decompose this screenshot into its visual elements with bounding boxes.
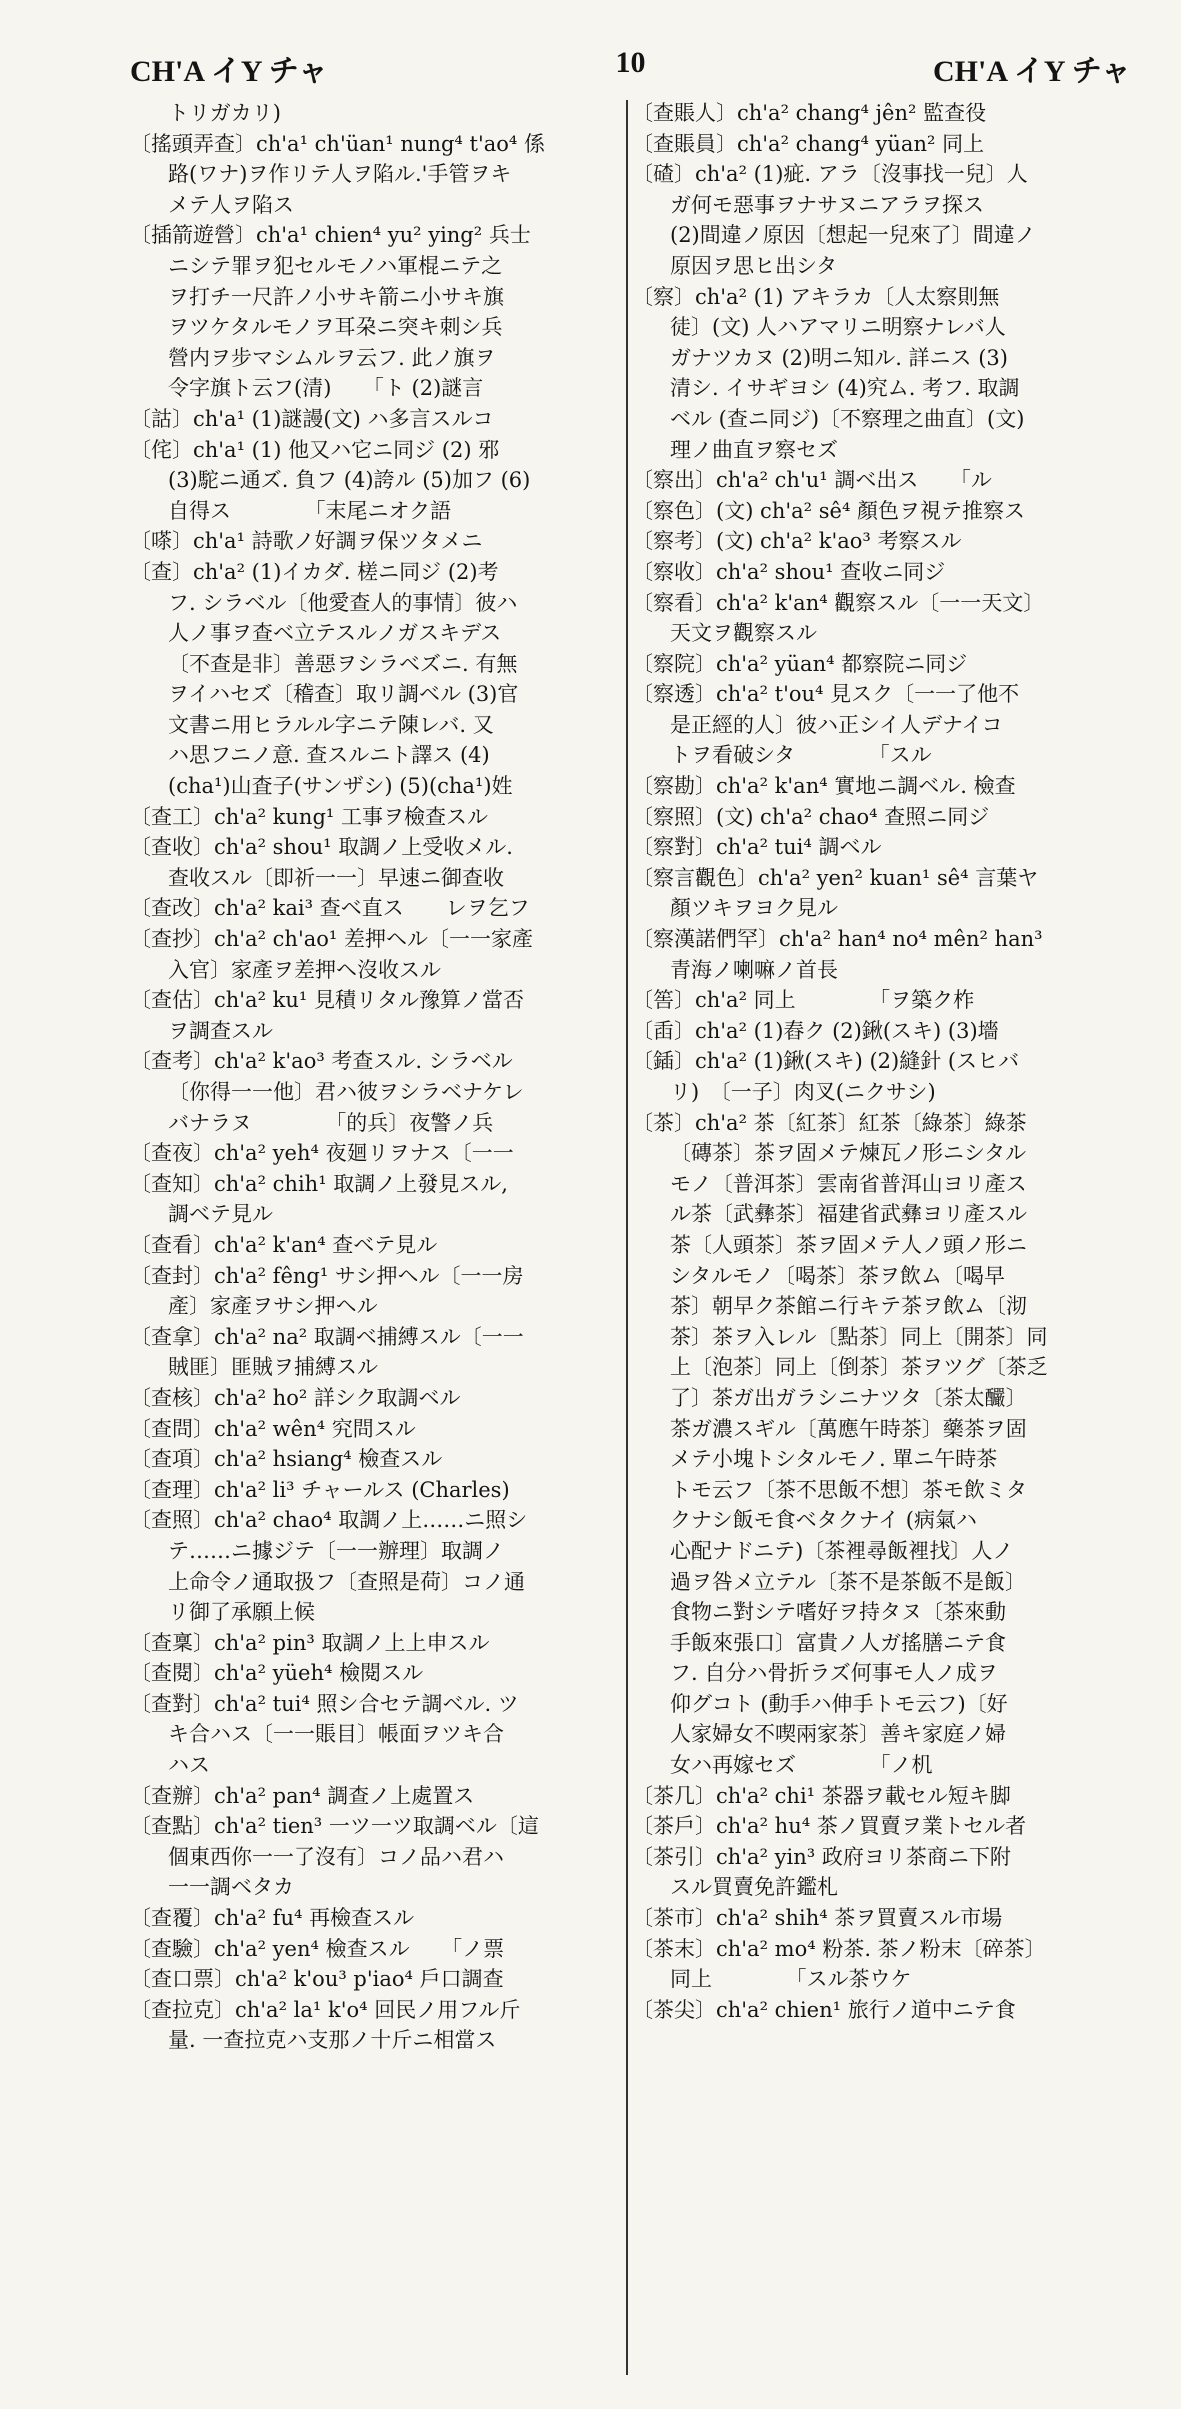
entry-headword-line: 〔察看〕ch'a² k'an⁴ 觀察スル〔一一天文〕 — [632, 590, 1045, 615]
entry-continuation-line: 手飯來張口〕富貴ノ人ガ搖膳ニテ食 — [670, 1630, 1006, 1655]
entry-continuation-line: 過ヲ咎メ立テル〔茶不是茶飯不是飯〕 — [670, 1569, 1026, 1594]
entry-continuation-line: シタルモノ〔喝茶〕茶ヲ飲ム〔喝早 — [670, 1263, 1005, 1288]
entry-continuation-line: 青海ノ喇嘛ノ首長 — [670, 957, 838, 982]
entry-headword-line: 〔茶引〕ch'a² yin³ 政府ヨリ茶商ニ下附 — [632, 1844, 1011, 1869]
entry-continuation-line: 令字旗ト云フ(清) 「ト (2)謎言 — [168, 376, 484, 401]
entry-continuation-line: ガナツカヌ (2)明ニ知ル. 詳ニス (3) — [670, 345, 1008, 370]
entry-headword-line: 〔查封〕ch'a² fêng¹ サシ押ヘル〔一一房 — [130, 1263, 524, 1288]
entry-headword-line: 〔茶市〕ch'a² shih⁴ 茶ヲ買賣スル市場 — [632, 1906, 1003, 1931]
entry-headword-line: 〔搖頭弄查〕ch'a¹ ch'üan¹ nung⁴ t'ao⁴ 係 — [130, 131, 545, 156]
entry-headword-line: 〔查抄〕ch'a² ch'ao¹ 差押ヘル〔一一家產 — [130, 927, 533, 952]
entry-continuation-line: 路(ワナ)ヲ作リテ人ヲ陷ル.'手管ヲキ — [168, 162, 512, 187]
entry-continuation-line: 茶〕朝早ク茶館ニ行キテ茶ヲ飲ム〔沏 — [670, 1294, 1027, 1319]
entry-headword-line: 〔查覆〕ch'a² fu⁴ 再檢查スル — [130, 1906, 415, 1931]
entry-continuation-line: メテ小塊トシタルモノ. 單ニ午時茶 — [670, 1447, 998, 1472]
entry-continuation-line: 個東西你一一了沒有〕コノ品ハ君ハ — [168, 1844, 504, 1869]
entry-continuation-line: ヲ打チ一尺許ノ小サキ箭ニ小サキ旗 — [168, 284, 504, 309]
entry-continuation-line: トヲ看破シタ 「スル — [670, 743, 932, 768]
entry-headword-line: 〔查〕ch'a² (1)イカダ. 槎ニ同ジ (2)考 — [130, 559, 499, 584]
entry-headword-line: 〔察院〕ch'a² yüan⁴ 都察院ニ同ジ — [632, 651, 968, 676]
entry-continuation-line: テ……ニ據ジテ〔一一辦理〕取調ノ — [168, 1538, 504, 1563]
entry-continuation-line: 女ハ再嫁セズ 「ノ机 — [670, 1753, 933, 1778]
entry-continuation-line: 顏ツキヲヨク見ル — [670, 896, 838, 921]
entry-headword-line: 〔茶尖〕ch'a² chien¹ 旅行ノ道中ニテ食 — [632, 1997, 1016, 2022]
entry-continuation-line: 仰グコト (動手ハ伸手トモ云フ)〔好 — [670, 1691, 1008, 1716]
entry-continuation-line: 〔磚茶〕茶ヲ固メテ煉瓦ノ形ニシタル — [670, 1141, 1027, 1166]
entry-headword-line: 〔察透〕ch'a² t'ou⁴ 見スク〔一一了他不 — [632, 682, 1020, 707]
entry-headword-line: 〔鍤〕ch'a² (1)鍬(スキ) (2)縫針 (スヒバ — [632, 1049, 1020, 1074]
entry-headword-line: 〔查夜〕ch'a² yeh⁴ 夜廻リヲナス〔一一 — [130, 1141, 514, 1166]
entry-headword-line: 〔查照〕ch'a² chao⁴ 取調ノ上……ニ照シ — [130, 1508, 528, 1533]
entry-continuation-line: トリガカリ) — [168, 101, 281, 125]
entry-continuation-line: モノ〔普洱茶〕雲南省普洱山ヨリ產ス — [670, 1171, 1027, 1196]
entry-continuation-line: 上命令ノ通取扱フ〔查照是荷〕コノ通 — [168, 1569, 525, 1594]
running-header — [130, 46, 1131, 86]
entry-continuation-line: 茶ガ濃スギル〔萬應午時茶〕藥茶ヲ固 — [670, 1416, 1027, 1441]
entry-continuation-line: 人家婦女不喫兩家茶〕善キ家庭ノ婦 — [670, 1722, 1006, 1747]
entry-continuation-line: リ御了承願上候 — [168, 1600, 315, 1625]
entry-continuation-line: バナラヌ 「的兵〕夜警ノ兵 — [168, 1110, 494, 1135]
entry-headword-line: 〔察言觀色〕ch'a² yen² kuan¹ sê⁴ 言葉ヤ — [632, 865, 1039, 890]
entry-continuation-line: フ. シラベル〔他愛查人的事情〕彼ハ — [168, 590, 518, 615]
entry-continuation-line: 理ノ曲直ヲ察セズ — [670, 437, 838, 462]
entry-continuation-line: ニシテ罪ヲ犯セルモノハ軍棍ニテ之 — [168, 253, 503, 278]
entry-continuation-line: 人ノ事ヲ查ベ立テスルノガスキデス — [168, 621, 502, 646]
entry-continuation-line: 一一調ベタカ — [168, 1875, 294, 1900]
entry-headword-line: 〔察對〕ch'a² tui⁴ 調ベル — [632, 835, 882, 860]
entry-continuation-line: リ) 〔一子〕肉叉(ニクサシ) — [670, 1080, 936, 1104]
entry-continuation-line: キ合ハス〔一一賬目〕帳面ヲツキ合 — [168, 1722, 504, 1747]
entry-continuation-line: ヲイハセズ〔稽查〕取リ調ベル (3)官 — [168, 682, 519, 707]
entry-headword-line: 〔查驗〕ch'a² yen⁴ 檢查スル 「ノ票 — [130, 1936, 505, 1961]
entry-continuation-line: 調ベテ見ル — [168, 1202, 273, 1227]
entry-continuation-line: ル茶〔武彝茶〕福建省武彝ヨリ產スル — [670, 1202, 1027, 1227]
entry-headword-line: 〔查稟〕ch'a² pin³ 取調ノ上上申スル — [130, 1630, 490, 1655]
entry-continuation-line: (cha¹)山査子(サンザシ) (5)(cha¹)姓 — [168, 774, 513, 799]
entry-headword-line: 〔查問〕ch'a² wên⁴ 究問スル — [130, 1416, 416, 1441]
entry-headword-line: 〔查口票〕ch'a² k'ou³ p'iao⁴ 戶口調查 — [130, 1967, 504, 1992]
entry-headword-line: 〔查知〕ch'a² chih¹ 取調ノ上發見スル, — [130, 1171, 508, 1196]
entry-headword-line: 〔查對〕ch'a² tui⁴ 照シ合セテ調ベル. ツ — [130, 1691, 519, 1716]
entry-headword-line: 〔筶〕ch'a² 同上 「ヲ築ク柞 — [632, 988, 975, 1013]
entry-headword-line: 〔查賬員〕ch'a² chang⁴ yüan² 同上 — [632, 131, 985, 156]
left-column — [130, 98, 650, 2056]
entry-continuation-line: 自得ス 「末尾ニオク語 — [168, 498, 452, 523]
entry-continuation-line: 〔不查是非〕善惡ヲシラベズニ. 有無 — [168, 651, 518, 676]
entry-headword-line: 〔查閱〕ch'a² yüeh⁴ 檢閱スル — [130, 1661, 424, 1686]
entry-headword-line: 〔查點〕ch'a² tien³ 一ツ一ツ取調ベル〔這 — [130, 1814, 539, 1839]
entry-continuation-line: 賊匪〕匪賊ヲ捕縛スル — [168, 1355, 378, 1380]
entry-headword-line: 〔察照〕(文) ch'a² chao⁴ 查照ニ同ジ — [632, 804, 990, 829]
entry-continuation-line: 心配ナドニテ)〔茶裡尋飯裡找〕人ノ — [670, 1538, 1014, 1563]
entry-headword-line: 〔察收〕ch'a² shou¹ 查收ニ同ジ — [632, 559, 946, 584]
entry-headword-line: 〔嗏〕ch'a¹ 詩歌ノ好調ヲ保ツタメニ — [130, 529, 483, 554]
entry-continuation-line: フ. 自分ハ骨折ラズ何事モ人ノ成ヲ — [670, 1661, 998, 1686]
entry-headword-line: 〔茶几〕ch'a² chi¹ 茶器ヲ載セル短キ脚 — [632, 1783, 1011, 1808]
entry-continuation-line: ヲツケタルモノヲ耳朶ニ突キ刺シ兵 — [168, 315, 503, 340]
entry-continuation-line: 同上 「スル茶ウケ — [670, 1967, 912, 1992]
entry-continuation-line: 食物ニ對シテ嗜好ヲ持タヌ〔茶來動 — [670, 1600, 1006, 1625]
entry-headword-line: 〔查辦〕ch'a² pan⁴ 調查ノ上處置ス — [130, 1783, 475, 1808]
entry-headword-line: 〔插箭遊營〕ch'a¹ chien⁴ yu² ying² 兵士 — [130, 223, 531, 248]
entry-continuation-line: 了〕茶ガ出ガラシニナツタ〔茶太釅〕 — [670, 1385, 1027, 1410]
entry-continuation-line: ガ何モ惡事ヲナサヌニアラヲ探ス — [670, 192, 984, 217]
entry-continuation-line: 天文ヲ觀察スル — [670, 621, 817, 646]
entry-continuation-line: ハ思フニノ意. 查スルニト譯ス (4) — [168, 743, 490, 768]
entry-continuation-line: 茶〕茶ヲ入レル〔點茶〕同上〔開茶〕同 — [670, 1324, 1048, 1349]
entry-headword-line: 〔察〕ch'a² (1) アキラカ〔人太察則無 — [632, 284, 1000, 309]
entry-continuation-line: ヲ調查スル — [168, 1018, 273, 1043]
entry-headword-line: 〔查考〕ch'a² k'ao³ 考查スル. シラベル — [130, 1049, 513, 1074]
entry-headword-line: 〔侘〕ch'a¹ (1) 他又ハ它ニ同ジ (2) 邪 — [130, 437, 500, 462]
entry-headword-line: 〔茶戶〕ch'a² hu⁴ 茶ノ買賣ヲ業トセル者 — [632, 1814, 1027, 1839]
entry-headword-line: 〔查理〕ch'a² li³ チャールス (Charles) — [130, 1477, 510, 1502]
entry-continuation-line: 〔你得一一他〕君ハ彼ヲシラベナケレ — [168, 1080, 524, 1104]
page-number: 10 — [615, 46, 646, 79]
entry-continuation-line: 查收スル〔即祈一一〕早速ニ御查收 — [168, 865, 504, 890]
entry-headword-line: 〔察漢諾們罕〕ch'a² han⁴ no⁴ mên² han³ — [632, 927, 1043, 952]
entry-headword-line: 〔察出〕ch'a² ch'u¹ 調ベ出ス 「ル — [632, 468, 992, 493]
entry-continuation-line: 上〔泡茶〕同上〔倒茶〕茶ヲツグ〔茶乏 — [670, 1355, 1048, 1380]
entry-continuation-line: 是正經的人〕彼ハ正シイ人デナイコ — [670, 712, 1003, 737]
entry-headword-line: 〔查工〕ch'a² kung¹ 工事ヲ檢查スル — [130, 804, 488, 829]
entry-headword-line: 〔臿〕ch'a² (1)舂ク (2)鍬(スキ) (3)墻 — [632, 1018, 999, 1043]
entry-continuation-line: トモ云フ〔茶不思飯不想〕茶モ飲ミタ — [670, 1477, 1027, 1502]
entry-continuation-line: (3)駝ニ通ズ. 負フ (4)誇ル (5)加フ (6) — [168, 468, 531, 493]
entry-continuation-line: スル買賣免許鑑札 — [670, 1875, 838, 1900]
entry-continuation-line: 入官〕家產ヲ差押ヘ沒收スル — [168, 957, 441, 982]
header-left-guide: CH'A イY チャ — [130, 55, 328, 88]
header-right-guide: CH'A イY チャ — [933, 55, 1131, 88]
entry-headword-line: 〔碴〕ch'a² (1)疵. アラ〔沒事找一兒〕人 — [632, 162, 1028, 187]
entry-headword-line: 〔察色〕(文) ch'a² sê⁴ 顏色ヲ視テ推察ス — [632, 498, 1026, 523]
entry-headword-line: 〔察考〕(文) ch'a² k'ao³ 考察スル — [632, 529, 962, 554]
entry-continuation-line: 營内ヲ步マシムルヲ云フ. 此ノ旗ヲ — [168, 345, 496, 370]
entry-headword-line: 〔查收〕ch'a² shou¹ 取調ノ上受收メル. — [130, 835, 513, 860]
entry-continuation-line: 文書ニ用ヒラルル字ニテ陳レバ. 又 — [168, 712, 494, 737]
entry-headword-line: 〔察勘〕ch'a² k'an⁴ 實地ニ調ベル. 檢查 — [632, 774, 1016, 799]
entry-continuation-line: ベル (查ニ同ジ)〔不察理之曲直〕(文) — [670, 406, 1025, 431]
entry-continuation-line: 原因ヲ思ヒ出シタ — [670, 253, 838, 278]
entry-headword-line: 〔茶末〕ch'a² mo⁴ 粉茶. 茶ノ粉末〔碎茶〕 — [632, 1936, 1046, 1961]
entry-headword-line: 〔查項〕ch'a² hsiang⁴ 檢查スル — [130, 1447, 443, 1472]
entry-continuation-line: (2)間違ノ原因〔想起一兒來了〕間違ノ — [670, 223, 1036, 248]
entry-headword-line: 〔查改〕ch'a² kai³ 查ベ直ス レヲ乞フ — [130, 896, 530, 921]
entry-continuation-line: クナシ飯モ食ベタクナイ (病氣ハ — [670, 1508, 977, 1533]
right-column — [632, 98, 1137, 2025]
entry-headword-line: 〔查估〕ch'a² ku¹ 見積リタル豫算ノ當否 — [130, 988, 525, 1013]
entry-continuation-line: 量. 一查拉克ハ支那ノ十斤ニ相當ス — [168, 2028, 497, 2053]
entry-continuation-line: 清シ. イサギヨシ (4)究ム. 考フ. 取調 — [670, 376, 1020, 401]
entry-continuation-line: 產〕家產ヲサシ押ヘル — [168, 1294, 378, 1319]
entry-headword-line: 〔查看〕ch'a² k'an⁴ 查ベテ見ル — [130, 1232, 438, 1257]
entry-continuation-line: 茶〔人頭茶〕茶ヲ固メテ人ノ頭ノ形ニ — [670, 1232, 1027, 1257]
entry-headword-line: 〔詁〕ch'a¹ (1)謎謾(文) ハ多言スルコ — [130, 406, 494, 431]
entry-continuation-line: メテ人ヲ陷ス — [168, 192, 294, 217]
entry-headword-line: 〔查拉克〕ch'a² la¹ k'o⁴ 回民ノ用フル斤 — [130, 1997, 521, 2022]
entry-continuation-line: ハス — [168, 1753, 210, 1778]
entry-headword-line: 〔查核〕ch'a² ho² 詳シク取調ベル — [130, 1385, 461, 1410]
entry-headword-line: 〔查拿〕ch'a² na² 取調ベ捕縛スル〔一一 — [130, 1324, 524, 1349]
entry-continuation-line: 徒〕(文) 人ハアマリニ明察ナレバ人 — [670, 315, 1006, 340]
entry-headword-line: 〔茶〕ch'a² 茶〔紅茶〕紅茶〔綠茶〕綠茶 — [632, 1110, 1027, 1135]
entry-headword-line: 〔查賬人〕ch'a² chang⁴ jên² 監查役 — [632, 101, 987, 125]
